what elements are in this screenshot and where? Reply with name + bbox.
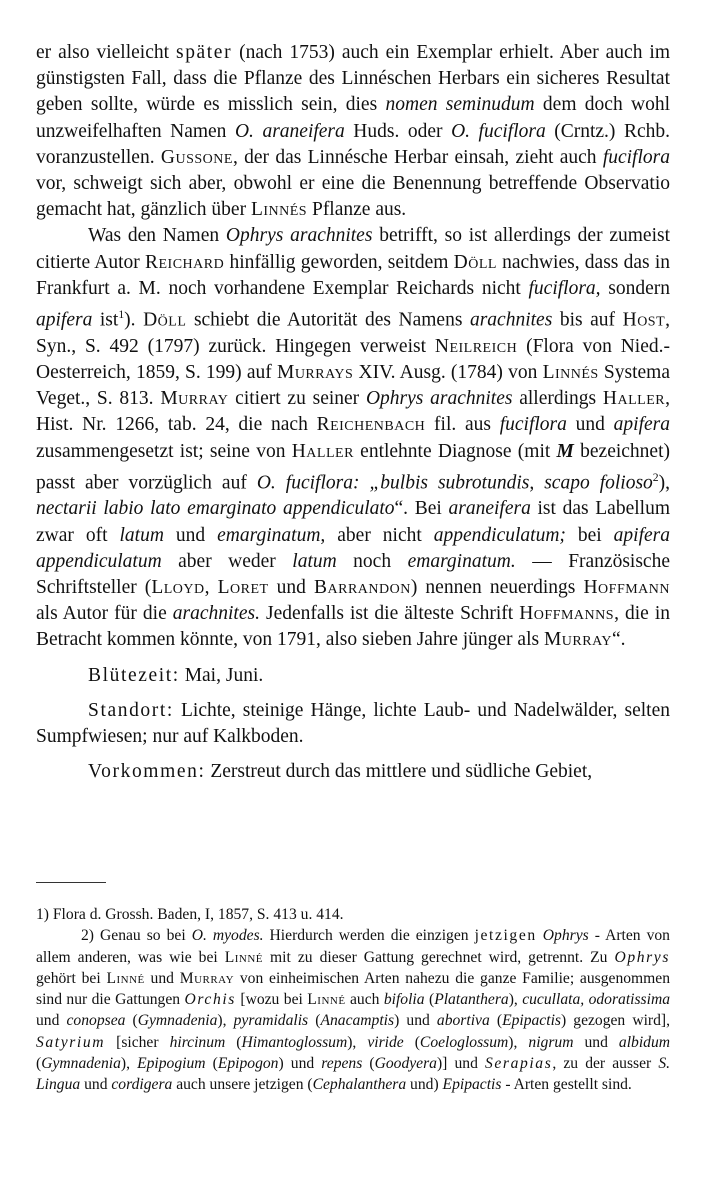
paragraph-run: Döll bbox=[453, 251, 497, 273]
paragraph-run: allerdings bbox=[512, 388, 603, 410]
paragraph-run: (nach 1753) auch ein Exemplar erhielt. Aber auch im günstigsten Fall, dass die Pflanze des Linnéschen Herbars ein sicheres Resultat geben sollte, würde es misslich sein, dies bbox=[36, 42, 670, 116]
paragraph bbox=[36, 40, 670, 223]
footnote-divider bbox=[36, 882, 106, 883]
paragraph-run: Reichard bbox=[145, 251, 225, 273]
paragraph-run: emarginatum. bbox=[407, 550, 516, 572]
footnote-run: Gymnadenia bbox=[137, 1012, 218, 1030]
footnote-run: Cephalanthera bbox=[312, 1076, 407, 1094]
paragraph-run: Döll bbox=[143, 309, 187, 331]
footnote-run: ) und bbox=[278, 1055, 322, 1073]
paragraph-run: appendiculatum; bbox=[433, 524, 566, 546]
paragraph-run: und bbox=[163, 524, 218, 546]
paragraph-run: Host bbox=[622, 309, 666, 331]
footnote-run: [wozu bei bbox=[235, 991, 308, 1009]
footnote-run: conopsea bbox=[66, 1012, 126, 1030]
footnote-run: ( bbox=[362, 1055, 375, 1073]
paragraph-run: , bbox=[204, 577, 218, 599]
paragraph-run: Mai, Juni. bbox=[179, 664, 264, 686]
paragraph-run: hinfällig geworden, seitdem bbox=[224, 251, 454, 273]
paragraph-run: ). bbox=[124, 309, 144, 331]
paragraph-run: “. Bei bbox=[394, 498, 449, 520]
paragraph-run bbox=[359, 472, 369, 493]
paragraph-run: — Französische Schriftsteller ( bbox=[36, 550, 670, 599]
footnote-run: von einheimischen Arten nahezu die ganze Familie; ausgenommen sind nur die Gattungen bbox=[36, 969, 671, 1009]
footnote-run: und bbox=[36, 1012, 67, 1030]
paragraph-run: , die in Betracht kommen könnte, von 1791, also sieben Jahre jünger als bbox=[36, 603, 670, 651]
paragraph bbox=[36, 759, 670, 785]
paragraph-run: nomen seminudum bbox=[385, 94, 535, 116]
footnote-run: Anacamptis bbox=[320, 1012, 395, 1030]
footnote-run: und) bbox=[406, 1076, 443, 1094]
footnote-run: hircinum bbox=[169, 1033, 226, 1051]
paragraph-run: O. fuciflora bbox=[451, 120, 546, 142]
paragraph-run: , der das Linnésche Herbar einsah, zieht auch bbox=[232, 146, 603, 168]
paragraph-run: er also vielleicht bbox=[36, 42, 176, 63]
paragraph-run: fil. aus bbox=[425, 414, 500, 436]
paragraph-run: Barrandon bbox=[313, 577, 411, 599]
paragraph-run: nectarii labio lato emarginato appendiculato bbox=[36, 498, 395, 520]
footnote-run: Ophrys bbox=[542, 927, 589, 945]
footnote-run: Goodyera bbox=[374, 1055, 437, 1073]
paragraph-run: aber weder bbox=[161, 550, 293, 572]
footnote-run: cordigera bbox=[111, 1076, 173, 1094]
paragraph-run: als Autor für die bbox=[36, 603, 173, 625]
paragraph-run: und bbox=[268, 577, 314, 599]
footnote-run: Epipogon bbox=[217, 1055, 279, 1073]
footnote-run: ), bbox=[508, 1033, 529, 1051]
footnote-run: abortiva bbox=[436, 1012, 490, 1030]
footnote-run: ), bbox=[347, 1033, 368, 1051]
paragraph-run: fuciflora, bbox=[528, 277, 601, 299]
paragraph-run: latum bbox=[292, 550, 337, 572]
footnote-run: , zu der ausser bbox=[552, 1055, 659, 1073]
paragraph-run: , Syn., S. 492 (1797) zurück. Hingegen verweist bbox=[36, 309, 671, 357]
footnote-run: S. Lingua bbox=[36, 1055, 671, 1094]
footnote-run: ( bbox=[36, 1055, 42, 1073]
footnote-run: auch bbox=[345, 991, 384, 1009]
paragraph-run: (Crntz.) Rchb. voranzustellen. bbox=[36, 120, 670, 168]
paragraph-run: Ophrys arachnites bbox=[225, 225, 373, 247]
footnote-run: ), bbox=[217, 1012, 234, 1030]
paragraph-run: fuciflora bbox=[602, 146, 670, 168]
paragraph-run: aber nicht bbox=[325, 524, 434, 546]
footnote-run: Epipactis bbox=[442, 1076, 502, 1094]
footnote-run: ( bbox=[424, 991, 435, 1009]
paragraph-run: Pflanze aus. bbox=[307, 199, 407, 221]
footnote-run: Linné bbox=[307, 991, 346, 1009]
paragraph-run: (Flora von Nied.-Oesterreich, 1859, S. 199) auf bbox=[36, 335, 670, 383]
paragraph-run: dem doch wohl unzweifelhaften Namen bbox=[36, 94, 670, 142]
paragraph-run: Jedenfalls ist die älteste Schrift bbox=[259, 603, 520, 625]
footnote-run: auch unsere jetzigen ( bbox=[172, 1076, 313, 1094]
paragraph-run: ), bbox=[658, 472, 671, 494]
paragraph-run: XIV. Ausg. (1784) von bbox=[353, 361, 543, 383]
footnote-run: jetzigen bbox=[474, 927, 537, 945]
footnote-run: ), bbox=[120, 1055, 138, 1073]
footnote-run: albidum bbox=[618, 1033, 671, 1051]
paragraph-run: Standort: bbox=[88, 699, 174, 721]
paragraph-run: Reichenbach bbox=[316, 414, 426, 436]
paragraph-run: später bbox=[176, 42, 233, 63]
paragraph-run: „bulbis subrotundis, scapo folioso bbox=[369, 472, 653, 494]
footnote-run: Ophrys bbox=[614, 948, 670, 966]
paragraph-run: bis auf bbox=[552, 309, 623, 331]
footnote-run: O. myodes. bbox=[191, 927, 264, 945]
paragraph-run: Ophrys arachnites bbox=[365, 388, 513, 410]
footnote-run: mit zu dieser Gattung gerechnet wird, getrennt. Zu bbox=[263, 948, 615, 966]
paragraph-run: , Hist. Nr. 1266, tab. 24, die nach bbox=[36, 388, 670, 436]
footnote-run: ( bbox=[125, 1012, 138, 1030]
paragraph-run: 2 bbox=[652, 470, 659, 484]
paragraph-run: Was den Namen bbox=[88, 225, 226, 247]
paragraph-run: ist das Labellum zwar oft bbox=[36, 498, 670, 546]
footnote-run: gehört bei bbox=[36, 969, 107, 987]
main-text bbox=[36, 40, 670, 785]
paragraph-run: ist bbox=[92, 309, 119, 331]
paragraph-run: Linnés bbox=[250, 199, 308, 221]
paragraph-run: citiert zu seiner bbox=[228, 388, 366, 410]
footnote-run: und bbox=[80, 1076, 112, 1094]
paragraph-run: ) nennen neuerdings bbox=[410, 577, 584, 599]
footnote-run: nigrum bbox=[528, 1033, 574, 1051]
paragraph-run: nachwies, dass das in Frankfurt a. M. noch vorhandene Exemplar Reichards nicht bbox=[36, 251, 670, 299]
footnote-run: Platanthera bbox=[434, 991, 509, 1009]
footnote-run: 1) Flora d. Grossh. Baden, I, 1857, S. 413 u. 414. bbox=[36, 906, 344, 923]
paragraph-run: Haller bbox=[602, 388, 666, 410]
footnote-run: 2) Genau so bei bbox=[81, 927, 192, 945]
paragraph-run: M bbox=[556, 440, 574, 462]
footnote bbox=[36, 925, 670, 1095]
footnote-run: ( bbox=[225, 1033, 242, 1051]
footnote-run: viride bbox=[367, 1033, 404, 1051]
footnote-run: )] und bbox=[436, 1055, 485, 1073]
paragraph-run: Vorkommen: bbox=[88, 761, 206, 783]
paragraph-run: sondern bbox=[600, 277, 670, 299]
paragraph-run: bezeichnet) passt aber vorzüglich auf bbox=[36, 440, 671, 494]
footnote-run: Linné bbox=[224, 948, 264, 966]
footnote-run: ( bbox=[308, 1012, 321, 1030]
paragraph bbox=[36, 698, 670, 750]
footnote-run: Linné bbox=[106, 969, 145, 987]
footnote bbox=[36, 904, 670, 925]
footnotes bbox=[36, 904, 670, 1096]
paragraph-run: O. fuciflora: bbox=[256, 472, 360, 494]
paragraph-run: arachnites bbox=[469, 309, 553, 331]
footnote-run: ( bbox=[489, 1012, 503, 1030]
footnote-run: - Arten von allem anderen, was wie bei bbox=[36, 927, 670, 966]
footnote-run: cucullata, odoratissima bbox=[522, 991, 671, 1009]
paragraph-run: Gussone bbox=[160, 146, 233, 168]
paragraph-run: O. araneifera bbox=[234, 120, 345, 142]
footnote-run: Epipogium bbox=[137, 1055, 206, 1073]
paragraph-run: latum bbox=[119, 524, 164, 546]
paragraph-run: Hoffmanns bbox=[519, 603, 615, 625]
paragraph-run: entlehnte Diagnose (mit bbox=[353, 440, 557, 462]
footnote-run: Hierdurch werden die einzigen bbox=[263, 927, 475, 945]
paragraph-run: apifera bbox=[613, 414, 670, 436]
paragraph-run: Loret bbox=[217, 577, 269, 599]
paragraph-run: vor, schweigt sich aber, obwohl er eine die Benennung betreffende Observatio gemacht hat, gänzlich über bbox=[36, 173, 670, 221]
paragraph bbox=[36, 223, 670, 653]
footnote-run: und bbox=[573, 1033, 619, 1051]
paragraph-run: emarginatum, bbox=[217, 524, 326, 546]
footnote-run: - Arten gestellt sind. bbox=[501, 1076, 632, 1094]
footnote-run: ( bbox=[205, 1055, 218, 1073]
footnote-run: Orchis bbox=[184, 991, 236, 1009]
footnote-run: ), bbox=[508, 991, 523, 1009]
paragraph-run: Murrays bbox=[276, 361, 354, 383]
footnote-run: ( bbox=[403, 1033, 420, 1051]
footnote-run: bifolia bbox=[383, 991, 425, 1009]
paragraph-run: Murray bbox=[543, 629, 613, 651]
footnote-run: Murray bbox=[179, 969, 235, 987]
paragraph-run: Neilreich bbox=[434, 335, 518, 357]
paragraph-run: betrifft, so ist allerdings der zumeist citierte Autor bbox=[36, 225, 670, 273]
footnote-run: [sicher bbox=[105, 1033, 170, 1051]
paragraph-run: Huds. oder bbox=[344, 120, 452, 142]
paragraph-run: zusammengesetzt ist; seine von bbox=[36, 440, 292, 462]
paragraph-run: Haller bbox=[291, 440, 354, 462]
footnote-run: ) und bbox=[394, 1012, 437, 1030]
paragraph-run: schiebt die Autorität des Namens bbox=[186, 309, 470, 331]
paragraph-run: Hoffmann bbox=[583, 577, 671, 599]
footnote-run: Himantoglossum bbox=[241, 1033, 348, 1051]
paragraph-run: Blütezeit: bbox=[88, 664, 180, 686]
paragraph-run: noch bbox=[336, 550, 408, 572]
paragraph-run: Zerstreut durch das mittlere und südliche Gebiet, bbox=[205, 761, 593, 783]
paragraph-run: fuciflora bbox=[499, 414, 567, 436]
paragraph-run: araneifera bbox=[448, 498, 531, 520]
paragraph-run: Lloyd bbox=[151, 577, 205, 599]
paragraph-run: “. bbox=[612, 629, 626, 651]
paragraph-run: bei bbox=[565, 524, 614, 546]
footnote-run: Epipactis bbox=[502, 1012, 561, 1030]
footnote-run: und bbox=[144, 969, 180, 987]
paragraph-run: Lichte, steinige Hänge, lichte Laub- und Nadelwälder, selten Sumpfwiesen; nur auf Kalkboden. bbox=[36, 699, 670, 748]
paragraph-run: apifera bbox=[36, 309, 93, 331]
footnote-run: Gymnadenia bbox=[41, 1055, 121, 1073]
footnote-run: pyramidalis bbox=[233, 1012, 309, 1030]
paragraph-run: arachnites. bbox=[172, 603, 260, 625]
paragraph-run: Systema Veget., S. 813. bbox=[36, 361, 670, 410]
paragraph-run: 1 bbox=[118, 308, 125, 322]
footnote-run: repens bbox=[321, 1055, 363, 1073]
footnote-run: Serapias bbox=[484, 1055, 553, 1073]
paragraph-run: Murray bbox=[160, 388, 229, 410]
paragraph-run: und bbox=[566, 414, 614, 436]
paragraph-run: Linnés bbox=[542, 361, 599, 383]
footnote-run: ) gezogen wird], bbox=[560, 1012, 671, 1030]
footnote-run: Satyrium bbox=[36, 1033, 106, 1051]
footnote-run: Coeloglossum bbox=[419, 1033, 509, 1051]
paragraph-run: apifera appendiculatum bbox=[36, 524, 671, 572]
paragraph bbox=[36, 663, 670, 689]
